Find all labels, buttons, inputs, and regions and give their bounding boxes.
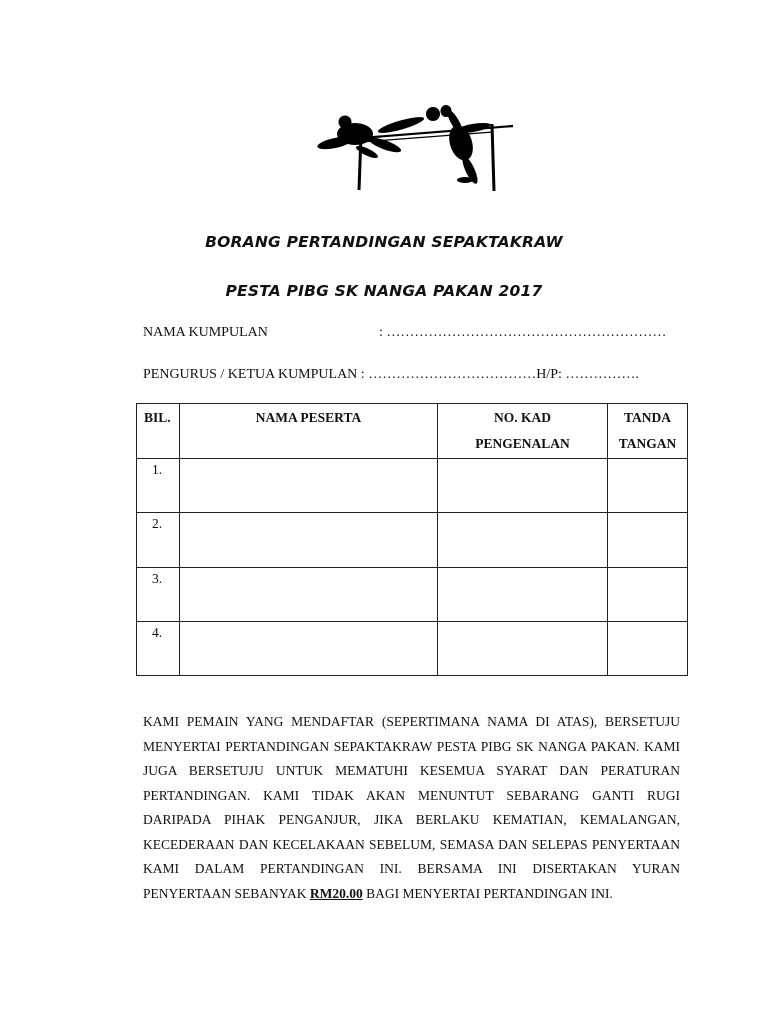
nama-peserta-cell[interactable] [180,567,438,621]
nama-peserta-cell[interactable] [180,459,438,513]
row-number: 1. [137,459,180,513]
row-number: 4. [137,621,180,675]
row-number: 3. [137,567,180,621]
form-title: BORANG PERTANDINGAN SEPAKTAKRAW [205,233,563,251]
tanda-tangan-cell[interactable] [608,567,688,621]
tanda-tangan-cell[interactable] [608,621,688,675]
entry-fee-amount: RM20.00 [309,885,363,901]
tanda-tangan-cell[interactable] [608,459,688,513]
nama-peserta-cell[interactable] [180,513,438,567]
hp-label: H/P: [536,367,562,382]
no-kad-cell[interactable] [438,621,608,675]
declaration-text-end: BAGI MENYERTAI PERTANDINGAN INI. [362,885,613,901]
form-subtitle: PESTA PIBG SK NANGA PAKAN 2017 [225,282,543,300]
declaration-text: KAMI PEMAIN YANG MENDAFTAR (SEPERTIMANA NAMA DI ATAS), BERSETUJU MENYERTAI PERTANDINGAN SEPAKTAKRAW PESTA PIBG SK NANGA PAKAN. KAMI JUGA BERSETUJU UNTUK MEMATUHI KESEMUA SYARAT DAN PERATURAN PERTANDINGAN. KAMI TIDAK AKAN MENUNTUT SEBARANG GANTI RUGI DARIPADA PIHAK PENGANJUR, JIKA BERLAKU KEMATIAN, KEMALANGAN, KECEDERAAN DAN KECELAKAAN SEBELUM, SEMASA DAN SELEPAS PENYERTAAN KAMI DALAM PERTANDINGAN INI. BERSAMA INI DISERTAKAN YURAN PENYERTAAN SEBANYAK [143,714,680,901]
no-kad-cell[interactable] [438,459,608,513]
pengurus-label: PENGURUS / KETUA KUMPULAN : [143,367,365,382]
no-kad-cell[interactable] [438,567,608,621]
header-bil: BIL. [137,404,180,459]
table-row [137,513,688,567]
header-no-kad-pengenalan: NO. KAD PENGENALAN [438,404,608,459]
nama-peserta-cell[interactable] [180,621,438,675]
pengurus-field[interactable] [143,367,639,383]
row-number: 2. [137,513,180,567]
table-row [137,621,688,675]
hp-blank[interactable]: ……………. [565,367,639,382]
table-header-row [137,404,688,459]
nama-kumpulan-label: NAMA KUMPULAN [143,325,268,340]
table-row [137,567,688,621]
no-kad-cell[interactable] [438,513,608,567]
header-tanda-tangan: TANDA TANGAN [608,404,688,459]
header-nama-peserta: NAMA PESERTA [180,404,438,459]
nama-kumpulan-field[interactable] [143,325,667,341]
declaration-paragraph [143,710,680,906]
pengurus-blank[interactable]: ……………………………… [368,367,537,382]
tanda-tangan-cell[interactable] [608,513,688,567]
participants-table [136,403,688,676]
sepaktakraw-players-logo-icon [305,98,520,198]
table-row [137,459,688,513]
nama-kumpulan-blank[interactable]: : …………………………………………………… [379,325,667,340]
